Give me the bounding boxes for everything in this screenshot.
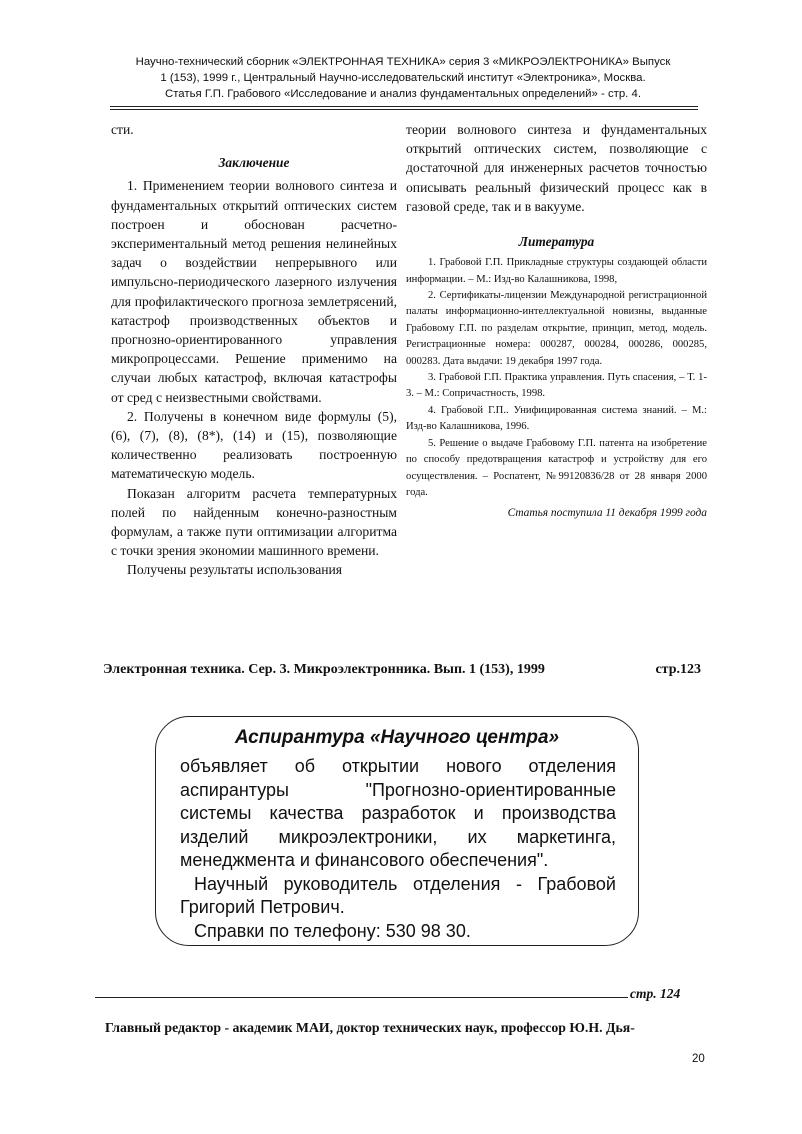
reference-item: 4. Грабовой Г.П.. Унифицированная система знаний. – М.: Изд-во Калашникова, 1996. — [406, 404, 707, 433]
page-number: 20 — [692, 1053, 705, 1065]
announcement-paragraph-3: Справки по телефону: 530 98 30. — [194, 920, 471, 941]
literature-heading: Литература — [518, 234, 595, 250]
reference-item: 3. Грабовой Г.П. Практика управления. Путь спасения, – Т. 1-3. – М.: Сопричастность, 1998. — [406, 372, 707, 400]
journal-citation: Электронная техника. Сер. 3. Микроэлектронника. Вып. 1 (153), 1999 — [103, 662, 545, 677]
reference-item: 2. Сертификаты-лицензии Международной регистрационной палаты информационно-интеллектуальной новизны, выданные Грабовому Г.П. по разделам открытие, принцип, метод, модель. Регистрационные номера: 000287, 000284, 000286, 000285, 000283. Дата выдачи: 19 декабря 1997 года. — [406, 290, 707, 367]
conclusion-heading: Заключение — [218, 155, 290, 171]
continued-paragraph: теории волнового синтеза и фундаментальных открытий оптических систем, позволяющие с достаточной для инженерных расчетов точностью описывать реальный физический процесс как в газовой среде, так и в вакууме. — [406, 122, 707, 214]
references-list — [406, 255, 707, 522]
header-double-rule — [110, 106, 698, 110]
conclusion-paragraph-3: Показан алгоритм расчета температурных полей по найденным конечно-разностным формулам, а также пути оптимизации алгоритма с точки зрения экономии машинного времени. — [111, 485, 397, 559]
reference-item: 5. Решение о выдаче Грабовому Г.П. патента на изобретение по способу предотвращения катастроф и устройству для его осуществления. – Роспатент, №99120836/28 от 28 января 2000 года. — [406, 437, 707, 498]
editor-line: Главный редактор - академик МАИ, доктор технических наук, профессор Ю.Н. Дья- — [105, 1020, 635, 1035]
page-124-label: стр. 124 — [630, 986, 681, 1001]
right-column — [406, 120, 707, 522]
conclusion-paragraph-4: Получены результаты использования — [127, 562, 343, 578]
announcement-box — [155, 716, 639, 946]
journal-page: стр.123 — [655, 662, 701, 677]
conclusion-paragraph-2: 2. Получены в конечном виде формулы (5), (6), (7), (8), (8*), (14) и (15), позволяющие количественно реализовать построенную математическую модель. — [111, 408, 397, 482]
header-line-1: Научно-технический сборник «ЭЛЕКТРОННАЯ ТЕХНИКА» серия 3 «МИКРОЭЛЕКТРОНИКА» Выпуск — [135, 56, 671, 68]
announcement-text — [180, 755, 616, 943]
reference-item: 1. Грабовой Г.П. Прикладные структуры создающей области информации. – М.: Изд-во Калашникова, 1998, — [406, 257, 707, 285]
header-line-2: 1 (153), 1999 г., Центральный Научно-исследовательский институт «Электроника», Москва. — [160, 72, 646, 84]
page-header — [92, 54, 714, 102]
left-column — [111, 120, 397, 580]
announcement-paragraph-1: объявляет об открытии нового отделения аспирантуры "Прогнозно-ориентированные системы качества разработок и производства изделий микроэлектроники, их маркетинга, менеджмента и финансового обеспечения". — [180, 756, 616, 870]
announcement-paragraph-2: Научный руководитель отделения - Грабовой Григорий Петрович. — [180, 873, 616, 917]
journal-footer — [103, 662, 701, 678]
continued-text: сти. — [111, 122, 134, 137]
bottom-rule — [95, 997, 628, 998]
announcement-title: Аспирантура «Научного центра» — [234, 727, 560, 748]
conclusion-paragraph-1: 1. Применением теории волнового синтеза и фундаментальных открытий оптических систем построен и обоснован расчетно-экспериментальный метод решения нелинейных задач о воздействии непрерывного или импульсно-периодического лазерного излучения для профилактического прогноза землетрясений, катастроф производственных объектов и прогнозно-ориентированного управления микропроцессами. Решение применимо на случаи любых катастроф, включая катастрофы от сред с неизвестными свойствами. — [111, 178, 397, 405]
received-date: Статья поступила 11 декабря 1999 года — [507, 507, 707, 520]
header-line-3: Статья Г.П. Грабового «Исследование и анализ фундаментальных определений» - стр. 4. — [164, 88, 642, 100]
